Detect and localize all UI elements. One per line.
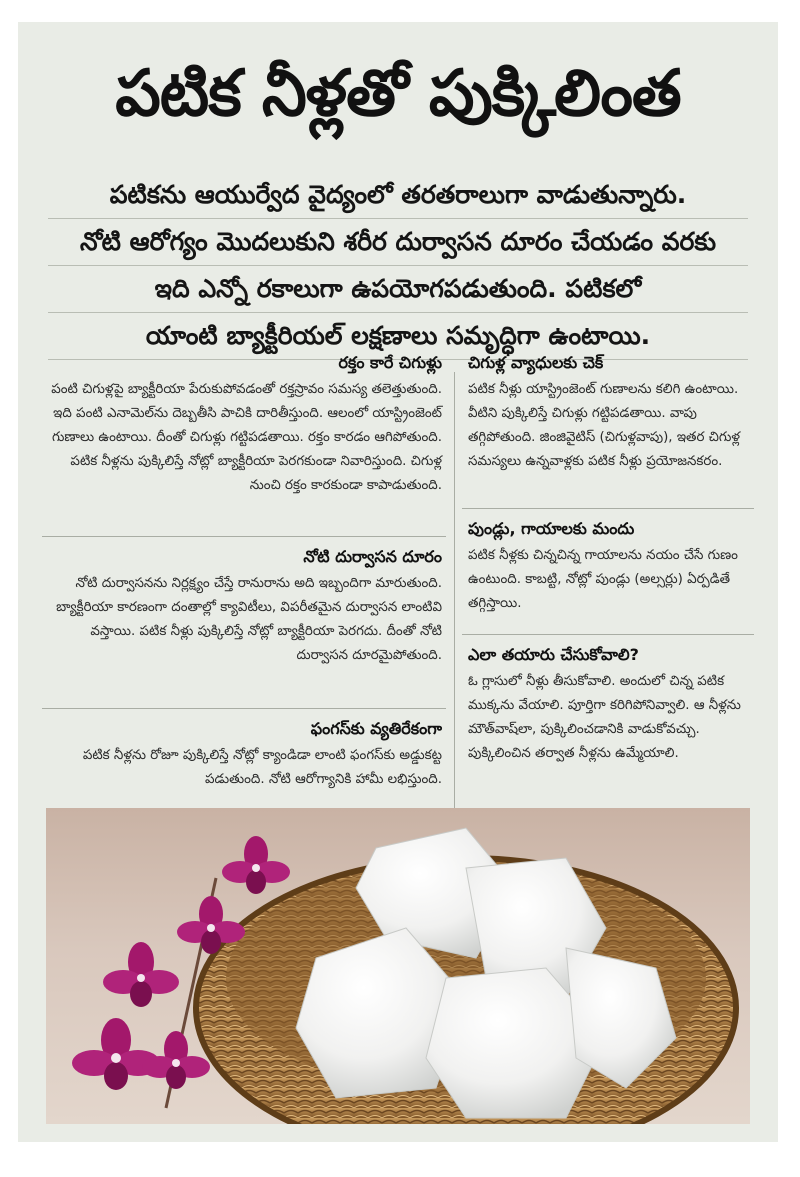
section-bad-breath — [44, 546, 442, 668]
intro-line: నోటి ఆరోగ్యం మొదలుకుని శరీర దుర్వాసన దూరం చేయడం వరకు — [48, 219, 748, 266]
section-body: పటిక నీళ్లకు చిన్నచిన్న గాయాలను నయం చేసే గుణం ఉంటుంది. కాబట్టి, నోట్లో పుండ్లు (అల్సర్లు) ఏర్పడితే తగ్గిస్తాయి. — [468, 548, 738, 611]
section-title: చిగుళ్ల వ్యాధులకు చెక్ — [468, 353, 604, 372]
section-title: ఫంగస్‌కు వ్యతిరేకంగా — [310, 719, 442, 738]
section-body: నోటి దుర్వాసనను నిర్లక్ష్యం చేస్తే రానురాను అది ఇబ్బందిగా మారుతుంది. బ్యాక్టీరియా కారణంగా దంతాల్లో క్యావిటీలు, విపరీతమైన దుర్వాసన లాంటివి వస్తాయి. పటిక నీళ్లు పుక్కిలిస్తే నోట్లో బ్యాక్టీరియా పెరగదు. దీంతో నోటి దుర్వాసన దూరమైపోతుంది. — [56, 576, 442, 663]
section-body: పంటి చిగుళ్లపై బ్యాక్టీరియా పేరుకుపోవడంతో రక్తస్రావం సమస్య తలెత్తుతుంది. ఇది పంటి ఎనామెల్‌ను దెబ్బతీసి పాచికి దారితీస్తుంది. ఆలంలో యాస్ట్రింజెంట్ గుణాలు ఉంటాయి. దీంతో చిగుళ్లు గట్టిపడతాయి. రక్తం కారడం ఆగిపోతుంది. పటిక నీళ్లను పుక్కిలిస్తే నోట్లో బ్యాక్టీరియా పెరగకుండా నివారిస్తుంది. చిగుళ్ల నుంచి రక్తం కారకుండా కాపాడుతుంది. — [51, 382, 442, 493]
intro-line: పటికను ఆయుర్వేద వైద్యంలో తరతరాలుగా వాడుతున్నారు. — [48, 172, 748, 219]
section-divider — [462, 634, 754, 635]
alum-basket-illustration — [46, 808, 750, 1124]
intro-line: యాంటి బ్యాక్టీరియల్ లక్షణాలు సమృద్ధిగా ఉంటాయి. — [48, 313, 748, 360]
section-divider — [462, 508, 754, 509]
article-page — [18, 22, 778, 1142]
section-divider — [42, 708, 446, 709]
section-body: పటిక నీళ్లు యాస్ట్రింజెంట్ గుణాలను కలిగి ఉంటాయి. వీటిని పుక్కిలిస్తే చిగుళ్లు గట్టిపడతాయి. వాపు తగ్గిపోతుంది. జింజివైటిస్ (చిగుళ్లవాపు), ఇతర చిగుళ్ల సమస్యలు ఉన్నవాళ్లకు పటిక నీళ్లు ప్రయోజనకరం. — [468, 382, 740, 469]
intro-block — [48, 172, 748, 360]
section-bleeding-gums — [44, 352, 442, 498]
section-body: పటిక నీళ్లను రోజూ పుక్కిలిస్తే నోట్లో క్యాండిడా లాంటి ఫంగస్‌కు అడ్డుకట్ట పడుతుంది. నోటి ఆరోగ్యానికి హామీ లభిస్తుంది. — [82, 748, 442, 787]
intro-line: ఇది ఎన్నో రకాలుగా ఉపయోగపడుతుంది. పటికలో — [48, 266, 748, 313]
section-ulcers — [468, 518, 752, 616]
section-anti-fungal — [44, 718, 442, 792]
column-divider — [454, 372, 455, 812]
section-title: రక్తం కారే చిగుళ్లు — [338, 353, 442, 372]
section-title: పుండ్లు, గాయాలకు మందు — [468, 519, 635, 538]
section-divider — [42, 536, 446, 537]
section-title: నోటి దుర్వాసన దూరం — [303, 547, 442, 566]
section-body: ఓ గ్లాసులో నీళ్లు తీసుకోవాలి. అందులో చిన్న పటిక ముక్కను వేయాలి. పూర్తిగా కరిగిపోనివ్వాలి. ఆ నీళ్లను మౌత్‌వాష్‌లా, పుక్కిలించడానికి వాడుకోవచ్చు. పుక్కిలించిన తర్వాత నీళ్లను ఉమ్మేయాలి. — [468, 674, 741, 761]
section-title: ఎలా తయారు చేసుకోవాలి? — [468, 645, 639, 664]
headline: పటిక నీళ్లతో పుక్కిలింత — [115, 57, 681, 131]
section-gum-disease — [468, 352, 752, 474]
section-how-to-prepare — [468, 644, 752, 766]
alum-basket-photo — [46, 808, 750, 1124]
